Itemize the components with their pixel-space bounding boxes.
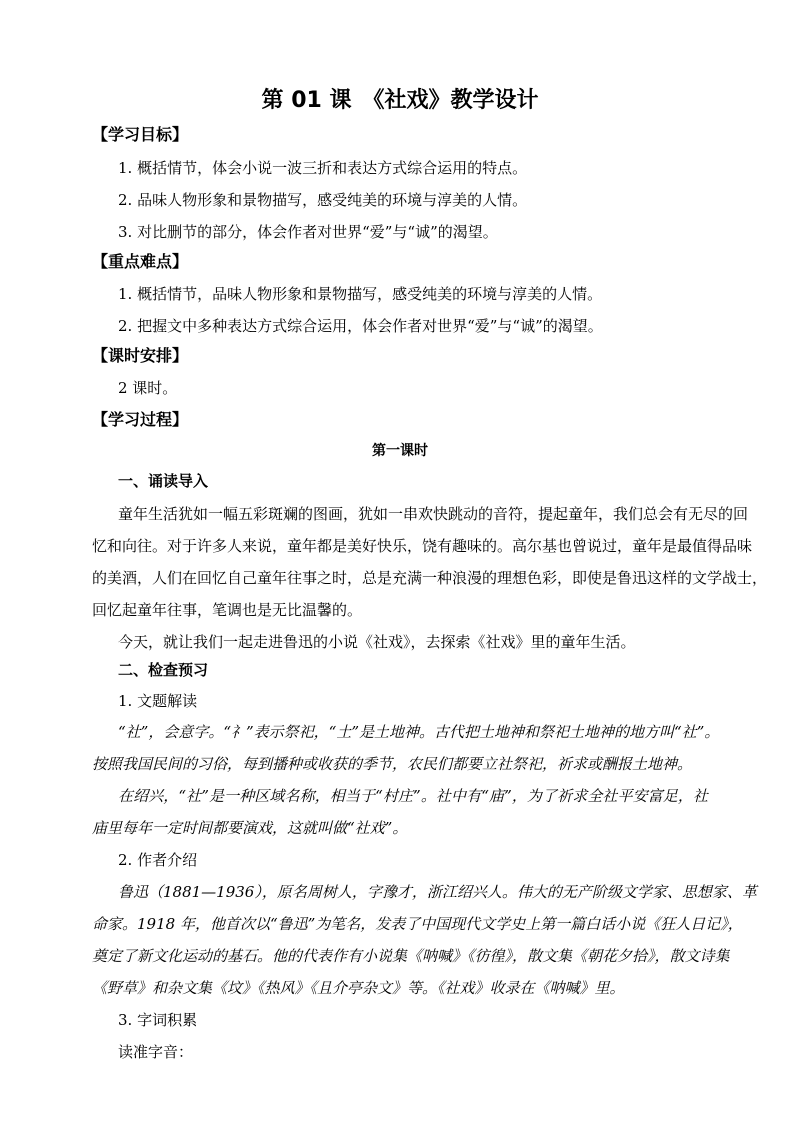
key-points-heading: 【重点难点】 bbox=[92, 252, 189, 271]
schedule-heading: 【课时安排】 bbox=[92, 346, 189, 365]
objectives-heading: 【学习目标】 bbox=[92, 125, 189, 144]
paragraph-line: 《野草》和杂文集《坟》《热风》《且介亭杂文》等。《社戏》收录在《呐喊》里。 bbox=[92, 979, 625, 997]
objective-item: 1. 概括情节，体会小说一波三折和表达方式综合运用的特点。 bbox=[118, 159, 528, 177]
paragraph-line: 在绍兴，“社”是一种区域名称，相当于“村庄”。社中有“庙”，为了祈求全社平安富足，社 bbox=[118, 787, 708, 805]
paragraph-line: 回忆起童年往事，笔调也是无比温馨的。 bbox=[92, 601, 363, 619]
paragraph-line: 按照我国民间的习俗，每到播种或收获的季节，农民们都要立社祭祀，祈求或酬报土地神。 bbox=[92, 755, 693, 773]
process-heading: 【学习过程】 bbox=[92, 410, 189, 429]
sub2-label: 2. 作者介绍 bbox=[118, 851, 198, 869]
part2-heading: 二、检查预习 bbox=[118, 661, 209, 679]
sub3-text: 读准字音： bbox=[118, 1043, 194, 1061]
paragraph-line: 的美酒，人们在回忆自己童年往事之时，总是充满一种浪漫的理想色彩，即使是鲁迅这样的文学战士， bbox=[92, 569, 768, 587]
paragraph-line: 忆和向往。对于许多人来说，童年都是美好快乐，饶有趣味的。高尔基也曾说过，童年是最值得品味 bbox=[92, 537, 753, 555]
paragraph-line: 鲁迅（1881—1936），原名周树人，字豫才，浙江绍兴人。伟大的无产阶级文学家、思想家、革 bbox=[118, 883, 757, 901]
page-title: 第 01 课 《社戏》教学设计 bbox=[261, 88, 539, 113]
schedule-text: 2 课时。 bbox=[118, 379, 178, 397]
objective-item: 3. 对比删节的部分，体会作者对世界“爱”与“诚”的渴望。 bbox=[118, 223, 498, 241]
sub3-label: 3. 字词积累 bbox=[118, 1011, 198, 1029]
objective-item: 2. 品味人物形象和景物描写，感受纯美的环境与淳美的人情。 bbox=[118, 191, 528, 209]
paragraph-line: 今天，就让我们一起走进鲁迅的小说《社戏》，去探索《社戏》里的童年生活。 bbox=[118, 633, 636, 651]
sub1-label: 1. 文题解读 bbox=[118, 692, 198, 710]
paragraph-line: 庙里每年一定时间都要演戏，这就叫做“社戏”。 bbox=[92, 819, 408, 837]
paragraph-line: 命家。1918 年，他首次以“鲁迅”为笔名，发表了中国现代文学史上第一篇白话小说《狂人日记》， bbox=[92, 915, 743, 933]
paragraph-line: 奠定了新文化运动的基石。他的代表作有小说集《呐喊》《彷徨》，散文集《朝花夕拾》，散文诗集 bbox=[92, 947, 730, 965]
paragraph-line: “社”，会意字。“礻”表示祭祀，“土”是土地神。古代把土地神和祭祀土地神的地方叫“社”。 bbox=[118, 723, 720, 741]
key-point-item: 1. 概括情节，品味人物形象和景物描写，感受纯美的环境与淳美的人情。 bbox=[118, 285, 603, 303]
lesson-title: 第一课时 bbox=[372, 443, 428, 459]
part1-heading: 一、诵读导入 bbox=[118, 472, 209, 490]
key-point-item: 2. 把握文中多种表达方式综合运用，体会作者对世界“爱”与“诚”的渴望。 bbox=[118, 317, 603, 335]
paragraph-line: 童年生活犹如一幅五彩斑斓的图画，犹如一串欢快跳动的音符，提起童年，我们总会有无尽的回 bbox=[118, 505, 749, 523]
